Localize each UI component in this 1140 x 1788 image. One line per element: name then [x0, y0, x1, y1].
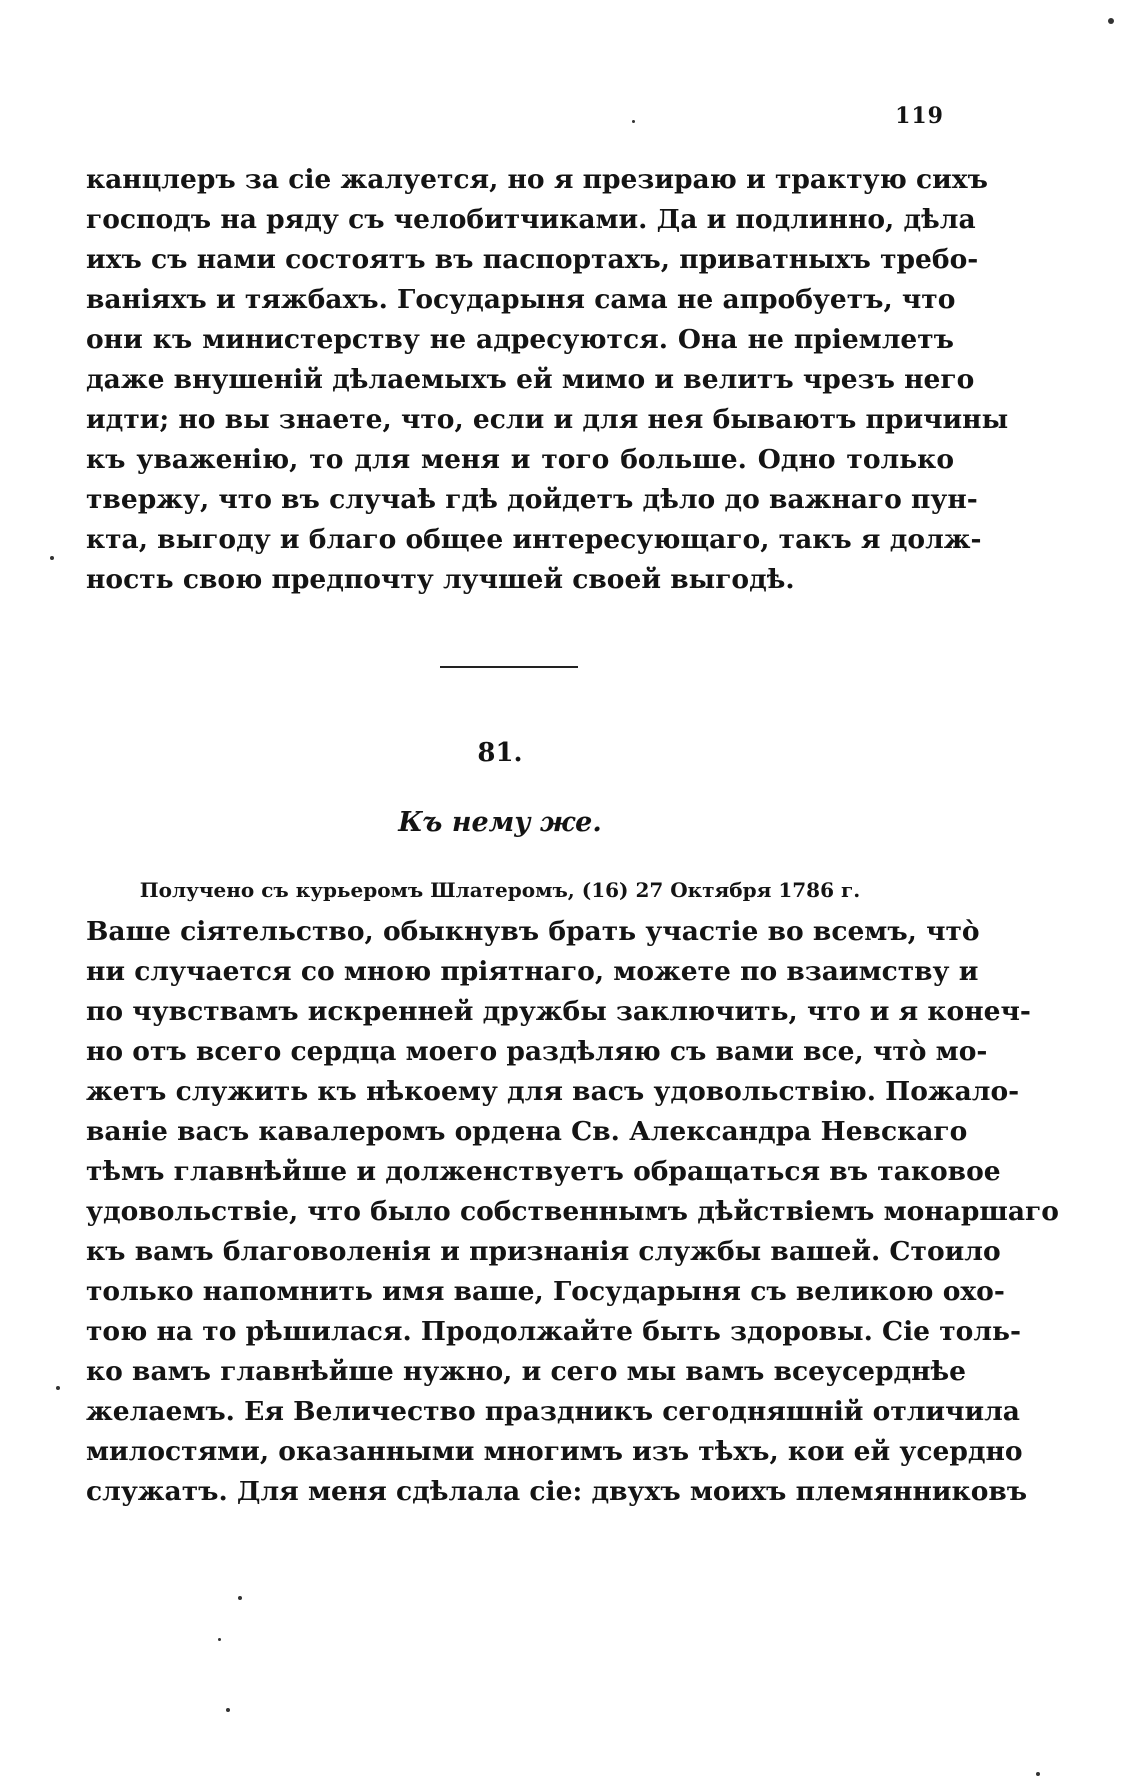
page-number: 119 [895, 103, 944, 129]
text-line: ность свою предпочту лучшей своей выгодѣ. [86, 564, 795, 595]
received-note: Получено съ курьеромъ Шлатеромъ, (16) 27 Октября 1786 г. [139, 878, 861, 902]
text-line: тѣмъ главнѣйше и долженствуетъ обращаться въ таковое [86, 1156, 1001, 1187]
text-line: къ вамъ благоволенія и признанія службы вашей. Стоило [86, 1236, 1001, 1267]
text-line: даже внушеній дѣлаемыхъ ей мимо и велитъ чрезъ него [86, 364, 975, 395]
text-line: ихъ съ нами состоятъ въ паспортахъ, приватныхъ требо- [86, 244, 979, 275]
text-line: милостями, оказанными многимъ изъ тѣхъ, кои ей усердно [86, 1436, 1023, 1467]
scan-speck [218, 1638, 221, 1641]
scan-speck [1108, 18, 1114, 24]
letter-title: Къ нему же. [398, 807, 602, 838]
text-line: канцлеръ за сіе жалуется, но я презираю и трактую сихъ [86, 164, 988, 195]
text-line: ваніе васъ кавалеромъ ордена Св. Александра Невскаго [86, 1116, 968, 1147]
text-line: ко вамъ главнѣйше нужно, и сего мы вамъ всеусерднѣе [86, 1356, 967, 1387]
text-line: тою на то рѣшилася. Продолжайте быть здоровы. Сіе толь- [86, 1316, 1022, 1347]
letter-body [86, 912, 1059, 1512]
text-line: только напомнить имя ваше, Государыня съ великою охо- [86, 1276, 1005, 1307]
text-line: по чувствамъ искренней дружбы заключить, что и я конеч- [86, 996, 1031, 1027]
scan-speck [238, 1596, 242, 1600]
text-line: господъ на ряду съ челобитчиками. Да и подлинно, дѣла [86, 204, 976, 235]
text-line: удовольствіе, что было собственнымъ дѣйствіемъ монаршаго [86, 1196, 1059, 1227]
text-line: ваніяхъ и тяжбахъ. Государыня сама не апробуетъ, что [86, 284, 956, 315]
section-separator [440, 666, 578, 668]
text-line: къ уваженію, то для меня и того больше. Одно только [86, 444, 954, 475]
text-line: служатъ. Для меня сдѣлала сіе: двухъ моихъ племянниковъ [86, 1476, 1028, 1507]
text-line: кта, выгоду и благо общее интересующаго, такъ я долж- [86, 524, 982, 555]
scan-speck [632, 120, 635, 123]
text-line: жетъ служить къ нѣкоему для васъ удовольствію. Пожало- [86, 1076, 1020, 1107]
scan-speck [1036, 1772, 1040, 1776]
text-line: но отъ всего сердца моего раздѣляю съ вами все, что̀ мо- [86, 1036, 988, 1067]
text-line: идти; но вы знаете, что, если и для нея бываютъ причины [86, 404, 1009, 435]
letter-number: 81. [477, 738, 523, 768]
text-line: желаемъ. Ея Величество праздникъ сегодняшній отличила [86, 1396, 1020, 1427]
paragraph-continued [86, 160, 1009, 600]
text-line: ни случается со мною пріятнаго, можете по взаимству и [86, 956, 979, 987]
text-line: твержу, что въ случаѣ гдѣ дойдетъ дѣло до важнаго пун- [86, 484, 978, 515]
scan-speck [50, 556, 54, 560]
text-line: Ваше сіятельство, обыкнувъ брать участіе во всемъ, что̀ [86, 916, 980, 947]
scan-speck [226, 1708, 230, 1712]
text-line: они къ министерству не адресуются. Она не пріемлетъ [86, 324, 954, 355]
scan-speck [56, 1386, 60, 1390]
